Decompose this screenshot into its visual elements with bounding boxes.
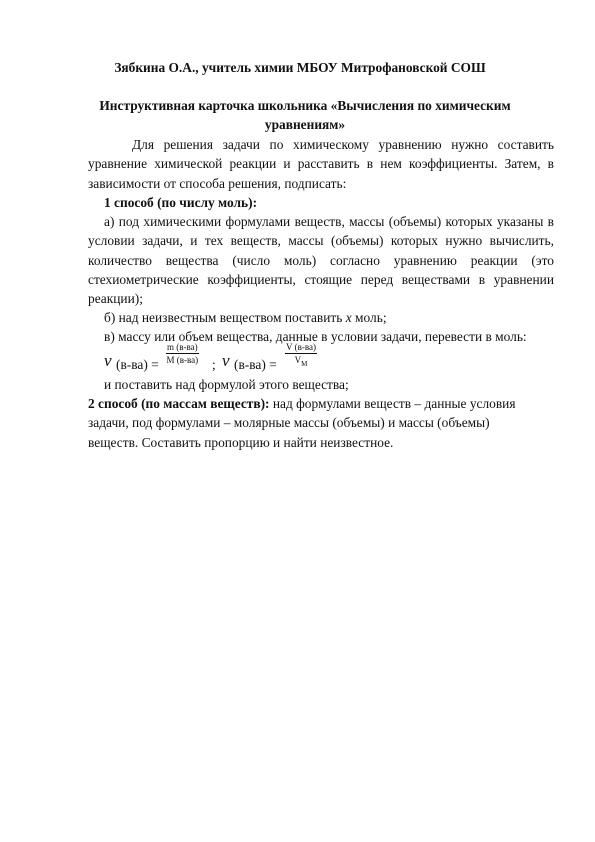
- molar-volume-denominator: [285, 354, 317, 370]
- item-b-unit: моль;: [355, 310, 387, 325]
- intro-paragraph: Для решения задачи по химическому уравнению нужно составить уравнение химической реакции и расставить в нем коэффициенты. Затем, в зависимости от способа решения, подписать:: [88, 137, 554, 191]
- card-title: [70, 96, 540, 135]
- method1-item-c: в) массу или объем вещества, данные в условии задачи, перевести в моль:: [104, 329, 527, 344]
- volume-fraction: [285, 341, 317, 370]
- mass-fraction: [166, 341, 199, 366]
- author-header: Зябкина О.А., учитель химии МБОУ Митрофановской СОШ: [114, 60, 486, 75]
- molar-volume-symbol: V: [294, 355, 302, 365]
- nu-symbol-2: ν: [222, 351, 230, 370]
- molar-volume-subscript: M: [301, 359, 308, 368]
- item-b-text: б) над неизвестным веществом поставить: [104, 310, 343, 325]
- method1-heading: 1 способ (по числу моль):: [104, 195, 258, 210]
- method2-line3: веществ. Составить пропорцию и найти неизвестное.: [88, 434, 394, 450]
- method2-heading: 2 способ (по массам веществ):: [88, 396, 270, 411]
- molar-mass-denominator: M (в-ва): [166, 355, 199, 365]
- formula-separator: ;: [212, 357, 216, 372]
- method2-line2: задачи, под формулами – молярные массы (объемы) и массы (объемы): [88, 415, 490, 431]
- volume-numerator: V (в-ва): [286, 342, 316, 352]
- card-title-line1: Инструктивная карточка школьника «Вычисления по химическим: [99, 98, 511, 113]
- formula-lhs-1: (в-ва) =: [116, 357, 159, 372]
- method1-item-a: а) под химическими формулами веществ, массы (объемы) которых указаны в условии задачи, и тех веществ, массы (объемы) которых нужно вычислить, количество вещества (число моль) согласно уравнению реакции (это стехиометрические коэффициенты, стоящие перед веществами в уравнении реакции);: [88, 214, 554, 307]
- nu-symbol: ν: [104, 351, 112, 370]
- formula-lhs-2: (в-ва) =: [234, 357, 277, 372]
- method1-item-b: [104, 308, 387, 327]
- method2-paragraph: [88, 394, 558, 452]
- method2-text-first: над формулами веществ – данные условия: [272, 396, 516, 411]
- card-title-line2: уравнениям»: [264, 117, 346, 133]
- method2-line1: [88, 394, 558, 413]
- method1-item-c-end: и поставить над формулой этого вещества;: [104, 377, 349, 392]
- mass-numerator: m (в-ва): [167, 342, 198, 352]
- item-b-variable: x: [345, 310, 352, 325]
